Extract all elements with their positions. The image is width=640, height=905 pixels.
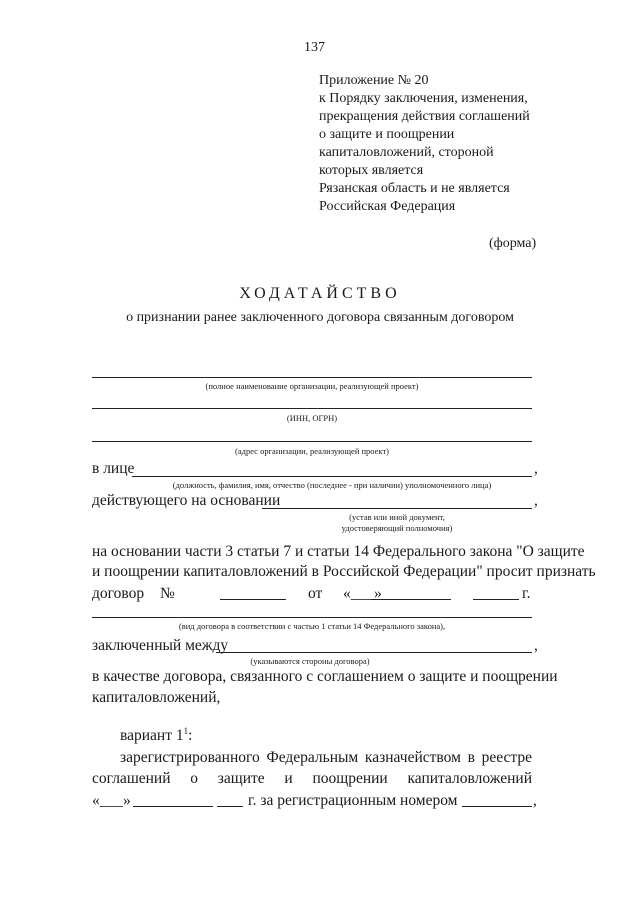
acting-basis-label: действующего на основании: [92, 492, 281, 509]
reg-number-label: г. за регистрационным номером: [248, 792, 458, 809]
person-line[interactable]: [132, 476, 532, 477]
date-day[interactable]: «___»: [343, 585, 382, 602]
reg-date-year-line[interactable]: [217, 806, 243, 807]
body-line: капиталовложений,: [92, 689, 221, 706]
concluded-between-label: заключенный между: [92, 637, 229, 654]
number-sign: №: [160, 585, 175, 602]
basis-line[interactable]: [262, 508, 532, 509]
contract-number-line[interactable]: [220, 599, 286, 600]
contract-type-line[interactable]: [92, 617, 532, 618]
form-label: (форма): [489, 236, 537, 251]
variant-label-text: вариант 1: [120, 727, 184, 745]
parties-caption: (указываются стороны договора): [250, 656, 370, 666]
comma: ,: [534, 492, 538, 509]
comma: ,: [534, 637, 538, 654]
appendix-line: о защите и поощрении: [319, 127, 455, 142]
body-line: на основании части 3 статьи 7 и статьи 14 Федерального закона "О защите: [92, 543, 585, 560]
date-year-line[interactable]: [473, 599, 519, 600]
appendix-line: прекращения действия соглашений: [319, 109, 530, 124]
appendix-line: Приложение № 20: [319, 73, 429, 88]
org-name-caption: (полное наименование организации, реализующей проект): [205, 381, 419, 391]
parties-line[interactable]: [216, 652, 532, 653]
appendix-line: Рязанская область и не является: [319, 181, 510, 196]
comma: ,: [533, 792, 537, 809]
contract-label: договор: [92, 585, 145, 602]
date-month-line[interactable]: [371, 599, 451, 600]
from-label: от: [308, 585, 323, 602]
appendix-line: Российская Федерация: [319, 199, 456, 214]
appendix-line: капиталовложений, стороной: [319, 145, 494, 160]
page-number: 137: [304, 40, 325, 55]
basis-caption: удостоверяющий полномочия): [341, 523, 453, 533]
inn-caption: (ИНН, ОГРН): [286, 413, 338, 423]
basis-caption: (устав или иной документ,: [349, 512, 445, 522]
reg-date-month-line[interactable]: [133, 806, 213, 807]
appendix-line: к Порядку заключения, изменения,: [319, 91, 528, 106]
variant-label: [120, 726, 192, 745]
body-line: в качестве договора, связанного с соглашением о защите и поощрении: [92, 668, 558, 685]
org-name-line[interactable]: [92, 377, 532, 378]
contract-type-caption: (вид договора в соответствии с частью 1 статьи 14 Федерального закона),: [178, 621, 446, 631]
document-subtitle: о признании ранее заключенного договора связанным договором: [126, 310, 514, 325]
inn-line[interactable]: [92, 408, 532, 409]
address-line[interactable]: [92, 441, 532, 442]
comma: ,: [534, 460, 538, 477]
variant-line: зарегистрированного Федеральным казначейством в реестре: [120, 749, 532, 766]
year-label: г.: [522, 585, 531, 602]
body-line: и поощрении капиталовложений в Российской Федерации" просит признать: [92, 563, 596, 580]
appendix-line: которых является: [319, 163, 424, 178]
footnote-mark: 1: [183, 726, 189, 736]
appendix-block: [319, 72, 530, 216]
address-caption: (адрес организации, реализующей проект): [235, 446, 389, 456]
document-title: ХОДАТАЙСТВО: [239, 285, 401, 302]
person-caption: (должность, фамилия, имя, отчество (последнее - при наличии) уполномоченного лица): [172, 480, 492, 490]
variant-colon: :: [188, 727, 193, 745]
variant-line: соглашений о защите и поощрении капиталовложений: [92, 770, 532, 787]
in-person-label: в лице: [92, 460, 135, 477]
reg-number-line[interactable]: [462, 806, 532, 807]
reg-date-day[interactable]: «___»: [92, 792, 131, 809]
